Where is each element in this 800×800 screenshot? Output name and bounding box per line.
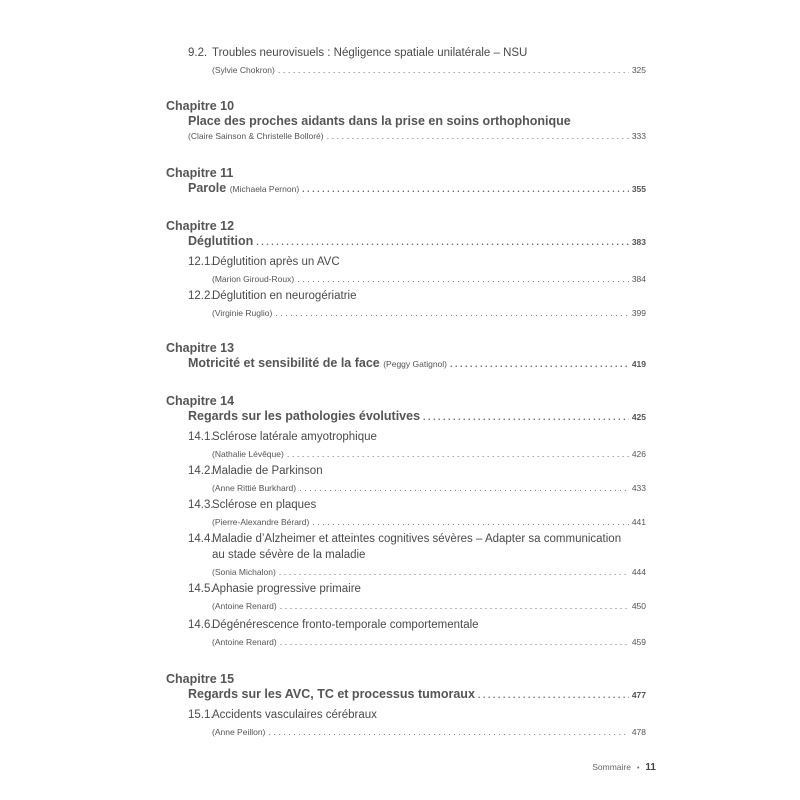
toc-author-line[interactable]	[212, 483, 646, 493]
section-number: 14.6.	[188, 619, 214, 631]
chapter-title: Regards sur les AVC, TC et processus tumoraux	[188, 687, 475, 701]
toc-section-title[interactable]	[188, 709, 377, 721]
page-number: 426	[631, 449, 646, 459]
section-number: 14.2.	[188, 465, 214, 477]
chapter-title-line[interactable]	[188, 181, 646, 195]
chapter-title: Motricité et sensibilité de la face	[188, 356, 380, 370]
leader-dots	[275, 308, 628, 318]
footer-page-number: 11	[645, 762, 656, 773]
chapter-label: Chapitre 15	[166, 672, 235, 686]
leader-dots	[280, 637, 629, 647]
toc-section-title[interactable]	[188, 583, 361, 595]
leader-dots	[299, 483, 629, 493]
chapter-title-line[interactable]	[188, 234, 646, 248]
leader-dots	[478, 690, 629, 700]
page-number: 419	[631, 359, 646, 369]
leader-dots	[450, 359, 629, 369]
section-author: (Sonia Michalon)	[212, 567, 276, 577]
toc-section-title[interactable]	[188, 431, 377, 443]
section-number: 14.5.	[188, 583, 214, 595]
footer-label: Sommaire	[592, 762, 631, 772]
section-title-text: Sclérose en plaques	[212, 499, 317, 511]
section-number: 9.2.	[188, 47, 208, 59]
toc-section-title[interactable]	[188, 499, 316, 511]
page-footer	[580, 762, 656, 773]
page-number: 355	[631, 184, 646, 194]
section-number: 12.1.	[188, 256, 214, 268]
page-number: 333	[631, 131, 646, 141]
chapter-title-line[interactable]	[188, 687, 646, 701]
toc-section-title[interactable]	[188, 533, 621, 545]
leader-dots	[312, 517, 628, 527]
toc-author-line[interactable]	[212, 308, 646, 318]
section-title-text: Troubles neurovisuels : Négligence spatiale unilatérale – NSU	[212, 47, 528, 59]
section-title-text: Accidents vasculaires cérébraux	[212, 709, 377, 721]
page-number: 441	[631, 517, 646, 527]
leader-dots	[256, 237, 629, 247]
section-title-text: Maladie d’Alzheimer et atteintes cognitives sévères – Adapter sa communication	[212, 533, 622, 545]
toc-section-title[interactable]	[188, 47, 527, 59]
section-author: (Anne Peillon)	[212, 727, 266, 737]
page-number: 325	[631, 65, 646, 75]
leader-dots	[302, 184, 629, 194]
chapter-title[interactable]: Place des proches aidants dans la prise en soins orthophonique	[188, 114, 571, 128]
page-number: 459	[631, 637, 646, 647]
section-title-text: Dégénérescence fronto-temporale comportementale	[212, 619, 479, 631]
leader-dots	[280, 601, 629, 611]
chapter-label: Chapitre 12	[166, 219, 235, 233]
chapter-title: Déglutition	[188, 234, 254, 248]
bullet-separator-icon: •	[636, 765, 640, 772]
page-number: 444	[631, 567, 646, 577]
chapter-title: Parole	[188, 181, 227, 195]
toc-author-line[interactable]	[212, 637, 646, 647]
toc-section-title[interactable]	[188, 465, 323, 477]
toc-author-line[interactable]	[212, 449, 646, 459]
leader-dots	[278, 65, 629, 75]
section-title-text: Sclérose latérale amyotrophique	[212, 431, 377, 443]
section-author: (Sylvie Chokron)	[212, 65, 275, 75]
toc-section-title[interactable]	[188, 256, 340, 268]
chapter-author: (Claire Sainson & Christelle Bolloré)	[188, 131, 324, 141]
toc-author-line[interactable]	[212, 601, 646, 611]
toc-author-line[interactable]	[212, 517, 646, 527]
chapter-label: Chapitre 11	[166, 166, 234, 180]
leader-dots	[423, 412, 629, 422]
chapter-author: (Peggy Gatignol)	[383, 359, 448, 369]
section-author: (Marion Giroud-Roux)	[212, 274, 295, 284]
section-number: 14.3.	[188, 499, 214, 511]
chapter-author: (Michaela Pernon)	[229, 184, 300, 194]
section-author: (Nathalie Lévêque)	[212, 449, 284, 459]
section-title-text: Déglutition après un AVC	[212, 256, 340, 268]
page-number: 450	[631, 601, 646, 611]
page-number: 478	[631, 727, 646, 737]
section-author: (Virginie Ruglio)	[212, 308, 273, 318]
section-author: (Antoine Renard)	[212, 601, 277, 611]
leader-dots	[287, 449, 629, 459]
page-number: 383	[631, 237, 646, 247]
section-title-text: Déglutition en neurogériatrie	[212, 290, 357, 302]
page-number: 477	[631, 690, 646, 700]
chapter-title-line[interactable]	[188, 356, 646, 370]
leader-dots	[297, 274, 629, 284]
page-number: 425	[631, 412, 646, 422]
toc-author-line[interactable]	[212, 567, 646, 577]
chapter-title-line[interactable]	[188, 409, 646, 423]
leader-dots	[327, 131, 629, 141]
leader-dots	[279, 567, 629, 577]
toc-author-line[interactable]	[188, 131, 646, 141]
page-number: 433	[631, 483, 646, 493]
toc-section-title-continuation: au stade sévère de la maladie	[212, 549, 366, 561]
toc-author-line[interactable]	[212, 727, 646, 737]
section-author: (Antoine Renard)	[212, 637, 277, 647]
chapter-label: Chapitre 14	[166, 394, 235, 408]
section-author: (Anne Rittié Burkhard)	[212, 483, 297, 493]
toc-author-line[interactable]	[212, 65, 646, 75]
chapter-label: Chapitre 10	[166, 99, 235, 113]
leader-dots	[268, 727, 628, 737]
toc-section-title[interactable]	[188, 290, 356, 302]
chapter-label: Chapitre 13	[166, 341, 235, 355]
section-number: 12.2.	[188, 290, 214, 302]
chapter-title: Regards sur les pathologies évolutives	[188, 409, 421, 423]
page-number: 399	[631, 308, 646, 318]
page-number: 384	[631, 274, 646, 284]
section-number: 14.1.	[188, 431, 214, 443]
section-title-text: Aphasie progressive primaire	[212, 583, 361, 595]
toc-author-line[interactable]	[212, 274, 646, 284]
section-author: (Pierre-Alexandre Bérard)	[212, 517, 310, 527]
section-title-text: Maladie de Parkinson	[212, 465, 323, 477]
section-number: 14.4.	[188, 533, 214, 545]
toc-section-title[interactable]	[188, 619, 479, 631]
section-number: 15.1.	[188, 709, 214, 721]
